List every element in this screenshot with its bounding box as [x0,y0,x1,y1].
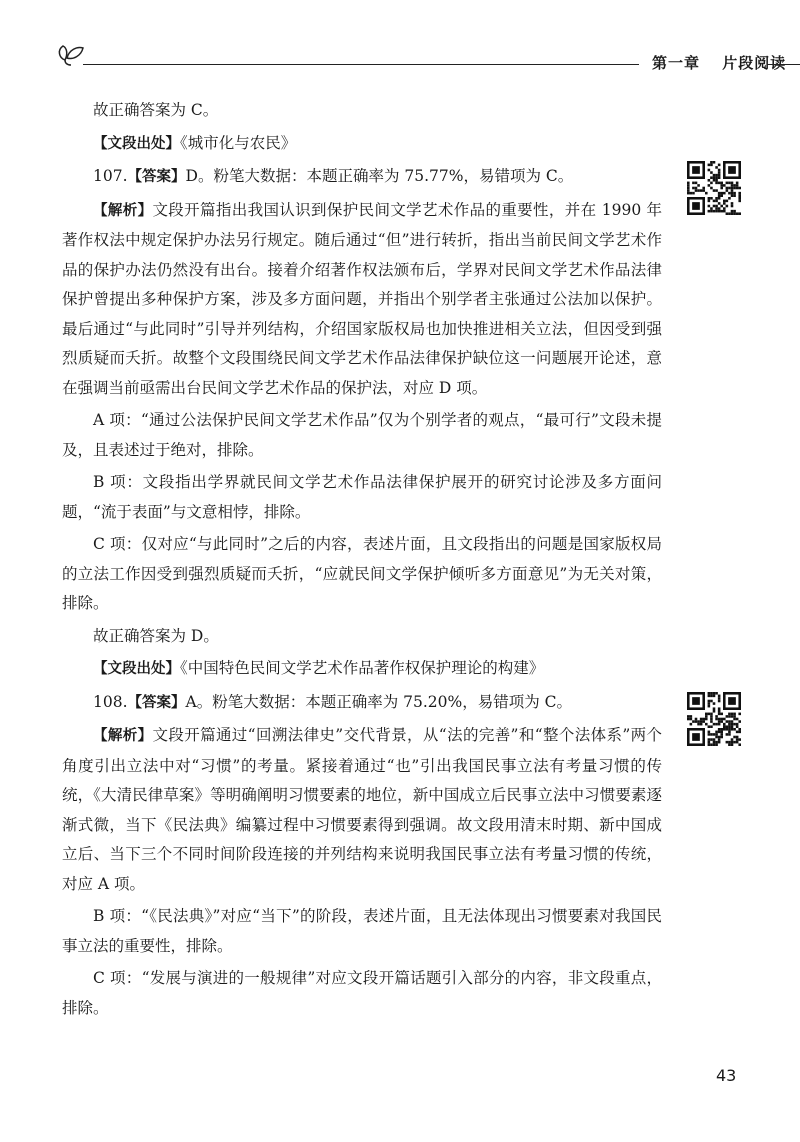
source-label: 【文段出处】 [93,135,180,152]
q107-option-c: C 项：仅对应“与此同时”之后的内容，表述片面，且文段指出的问题是国家版权局的立法工作因受到强烈质疑而夭折，“应就民间文学保护倾听多方面意见”为无关对策，排除。 [62,535,662,612]
chapter-number: 第一章 [652,54,701,72]
answer-label: 【答案】 [127,169,186,185]
chapter-title [652,52,786,73]
q108-option-b: B 项：“《民法典》”对应“当下”的阶段，表述片面，且无法体现出习惯要素对我国民事立法的重要性，排除。 [62,907,662,955]
question-number: 107. [93,167,128,185]
leaf-sprout-icon [55,38,89,70]
q108-analysis [62,721,662,899]
analysis-text: 文段开篇指出我国认识到保护民间文学艺术作品的重要性，并在 1990 年著作权法中规定保护办法另行规定。随后通过“但”进行转折，指出当前民间文学艺术作品的保护办法仍然没有出台。接着介绍著作权法颁布后，学界对民间文学艺术作品法律保护曾提出多种保护方案，涉及多方面问题，并指出个别学者主张通过公法加以保护。最后通过“与此同时”引导并列结构，介绍国家版权局也加快推进相关立法，但因受到强烈质疑而夭折。故整个文段围绕民间文学艺术作品法律保护缺位这一问题展开论述，意在强调当前亟需出台民间文学艺术作品的保护法，对应 D 项。 [62,200,662,397]
analysis-label: 【解析】 [93,728,153,744]
section-title: 片段阅读 [722,54,787,72]
header-rule-left [83,64,639,65]
page-body [62,96,662,1023]
question-number: 108. [93,692,128,711]
source-label: 【文段出处】 [93,661,180,677]
q106-source [62,129,662,160]
q108-option-c: C 项：“发展与演进的一般规律”对应文段开篇话题引入部分的内容，非文段重点，排除。 [62,969,662,1017]
analysis-text: 文段开篇通过“回溯法律史”交代背景，从“法的完善”和“整个法体系”两个角度引出立法中对“习惯”的考量。紧接着通过“也”引出我国民事立法有考量习惯的传统，《大清民律草案》等明确阐明习惯要素的地位，新中国成立后民事立法中习惯要素逐渐式微，当下《民法典》编纂过程中习惯要素得到强调。故文段用清末时期、新中国成立后、当下三个不同时间阶段连接的并列结构来说明我国民事立法有考量习惯的传统，对应 A 项。 [62,726,662,893]
q107-conclusion: 故正确答案为 D。 [93,626,219,645]
page-header [55,38,800,78]
q107-answer [62,162,662,193]
page-number: 43 [716,1066,737,1085]
q106-conclusion: 故正确答案为 C。 [93,101,219,119]
header-rule-right [767,64,800,65]
q107-source [62,654,662,685]
answer-text: D。粉笔大数据：本题正确率为 75.77%，易错项为 C。 [185,167,574,185]
qr-code-q107[interactable] [687,161,741,215]
q107-option-b: B 项：文段指出学界就民间文学艺术作品法律保护展开的研究讨论涉及多方面问题，“流于表面”与文意相悖，排除。 [62,473,662,521]
qr-code-q108[interactable] [687,692,741,746]
source-text: 《城市化与农民》 [180,133,297,152]
q107-option-a: A 项：“通过公法保护民间文学艺术作品”仅为个别学者的观点，“最可行”文段未提及，且表述过于绝对，排除。 [62,411,662,459]
source-text: 《中国特色民间文学艺术作品著作权保护理论的构建》 [180,659,545,677]
analysis-label: 【解析】 [93,202,153,219]
q107-analysis [62,196,662,404]
q108-answer [62,688,662,719]
answer-label: 【答案】 [127,694,186,711]
answer-text: A。粉笔大数据：本题正确率为 75.20%，易错项为 C。 [185,692,573,711]
